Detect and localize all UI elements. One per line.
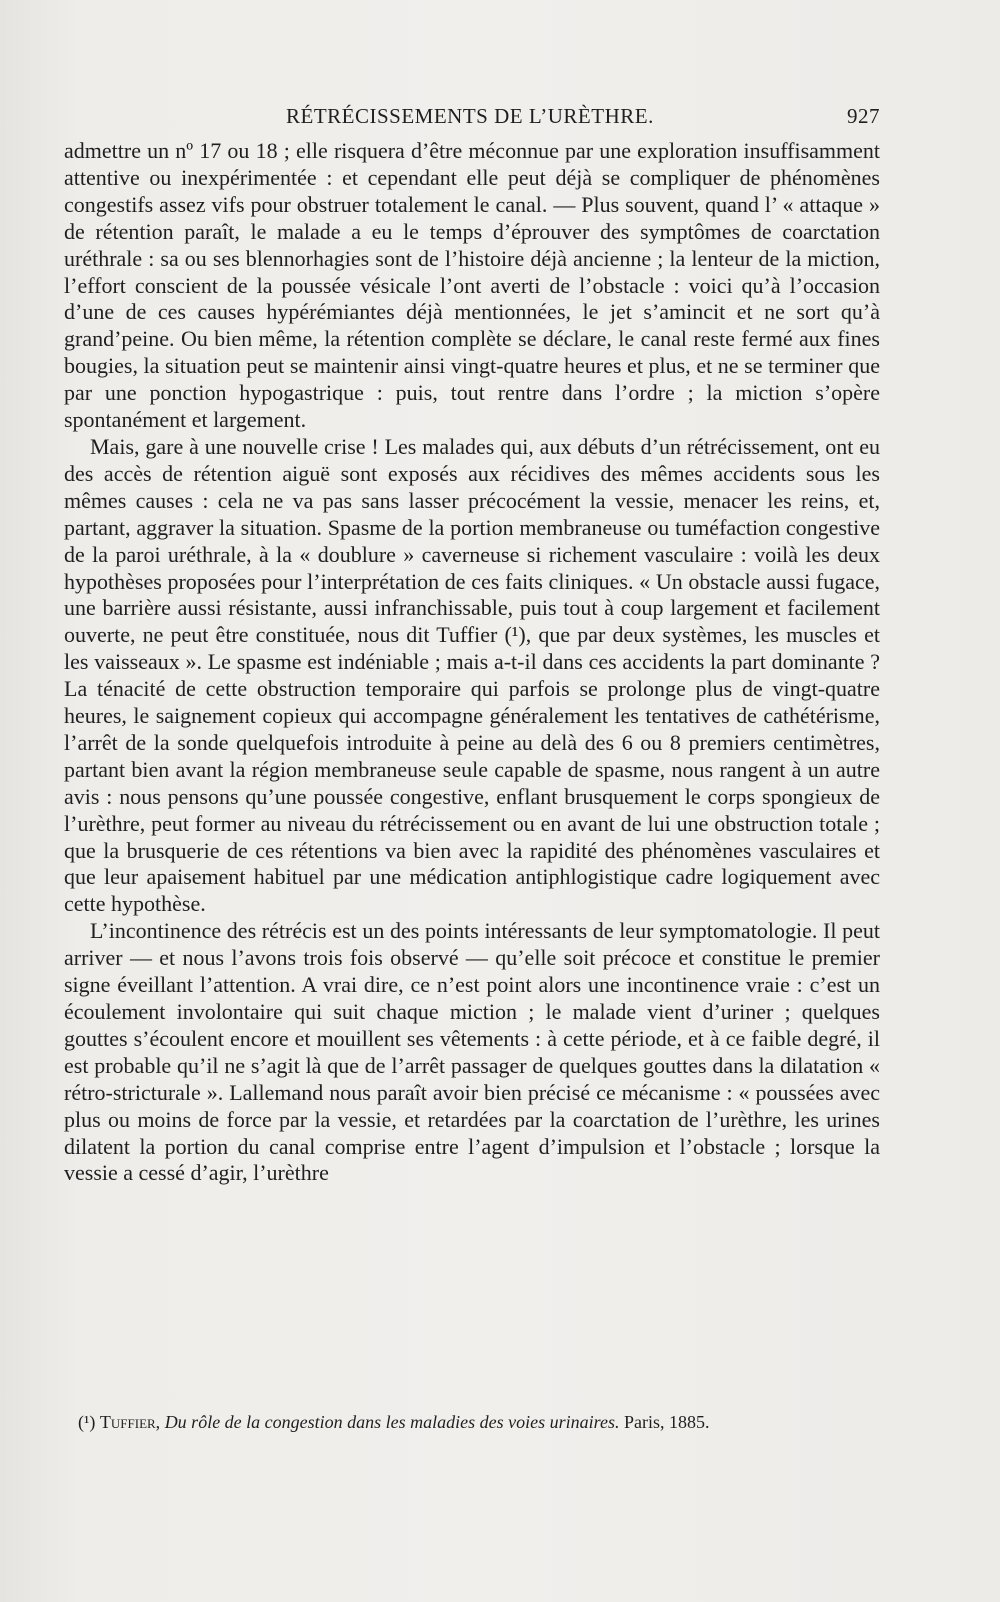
running-title: RÉTRÉCISSEMENTS DE L’URÈTHRE. xyxy=(286,104,654,128)
paragraph: L’incontinence des rétrécis est un des points intéressants de leur symptomatologie. Il peut arriver — et nous l’avons trois fois observé — qu’elle soit précoce et constitue le premier signe éveillant l’attention. A vrai dire, ce n’est point alors une incontinence vraie : c’est un écoulement involontaire qui suit chaque miction ; le malade vient d’uriner ; quelques gouttes s’écoulent encore et mouillent ses vêtements : à cette période, et à ce faible degré, il est probable qu’il ne s’agit là que de l’arrêt passager de quelques gouttes dans la dilatation « rétro-stricturale ». Lallemand nous paraît avoir bien précisé ce mécanisme : « poussées avec plus ou moins de force par la vessie, et retardées par la coarctation de l’urèthre, les urines dilatent la portion du canal comprise entre l’agent d’impulsion et l’obstacle ; lorsque la vessie a cessé d’agir, l’urèthre xyxy=(64,918,880,1186)
footnote-marker: (¹) xyxy=(78,1412,96,1432)
page-number: 927 xyxy=(847,104,880,128)
footnote xyxy=(78,1410,880,1434)
page-header xyxy=(64,104,880,132)
footnote-title: Du rôle de la congestion dans les maladies des voies urinaires. xyxy=(164,1412,620,1432)
paragraph: Mais, gare à une nouvelle crise ! Les malades qui, aux débuts d’un rétrécissement, ont eu des accès de rétention aiguë sont exposés aux récidives des mêmes accidents sous les mêmes causes : cela ne va pas sans lasser précocément la vessie, menacer les reins, et, partant, aggraver la situation. Spasme de la portion membraneuse ou tuméfaction congestive de la paroi uréthrale, à la « doublure » caverneuse si richement vasculaire : voilà les deux hypothèses proposées pour l’interprétation de ces faits cliniques. « Un obstacle aussi fugace, une barrière aussi résistante, aussi infranchissable, puis tout à coup largement et facilement ouverte, ne peut être constituée, nous dit Tuffier (¹), que par deux systèmes, les muscles et les vaisseaux ». Le spasme est indéniable ; mais a-t-il dans ces accidents la part dominante ? La ténacité de cette obstruction temporaire qui parfois se prolonge plus de vingt-quatre heures, le saignement copieux qui accompagne généralement les tentatives de cathétérisme, l’arrêt de la sonde quelquefois introduite à peine au delà des 6 ou 8 premiers centimètres, partant bien avant la région membraneuse seule capable de spasme, nous rangent à un autre avis : nous pensons qu’une poussée congestive, enflant brusquement le corps spongieux de l’urèthre, peut former au niveau du rétrécissement ou en avant de lui une obstruction totale ; que la brusquerie de ces rétentions va bien avec la rapidité des phénomènes vasculaires et que leur apaisement habituel par une médication antiphlogistique cadre logiquement avec cette hypothèse. xyxy=(64,433,880,917)
body-text xyxy=(64,138,880,1187)
footnote-place-year: Paris, 1885. xyxy=(623,1412,710,1432)
paragraph: admettre un nº 17 ou 18 ; elle risquera d’être méconnue par une exploration insuffisamment attentive ou inexpérimentée : et cependant elle peut déjà se compliquer de phénomènes congestifs assez vifs pour obstruer totalement le canal. — Plus souvent, quand l’ « attaque » de rétention paraît, le malade a eu le temps d’éprouver des symptômes de coarctation uréthrale : sa ou ses blennorhagies sont de l’histoire déjà ancienne ; la lenteur de la miction, l’effort conscient de la poussée vésicale l’ont averti de l’obstacle : voici qu’à l’occasion d’une de ces causes hypérémiantes déjà mentionnées, le jet s’amincit et ne sort qu’à grand’peine. Ou bien même, la rétention complète se déclare, le canal reste fermé aux fines bougies, la situation peut se maintenir ainsi vingt-quatre heures et plus, et ne se terminer que par une ponction hypogastrique : puis, tout rentre dans l’ordre ; la miction s’opère spontanément et largement. xyxy=(64,138,880,433)
footnote-author: Tuffier, xyxy=(99,1412,161,1432)
